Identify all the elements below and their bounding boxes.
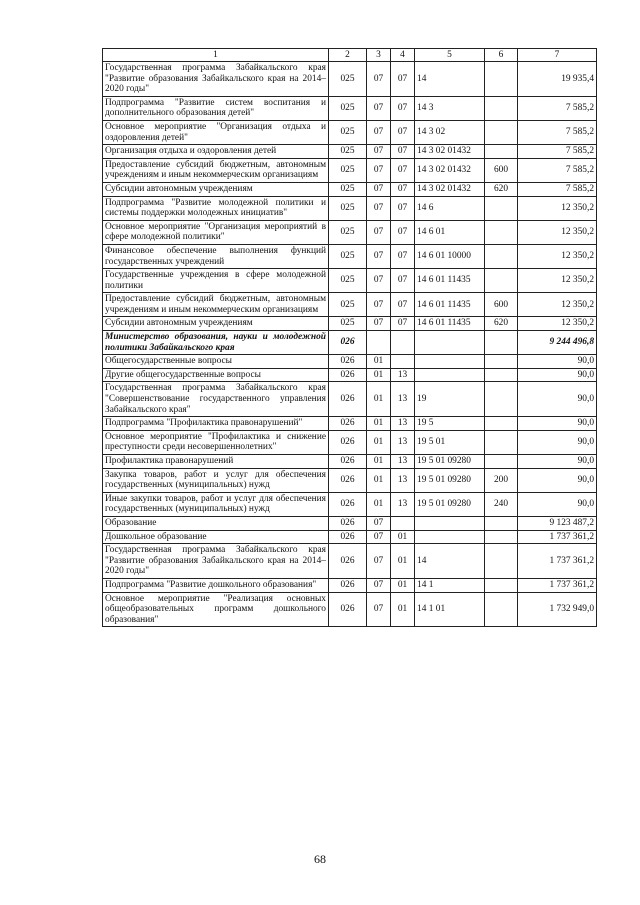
- cell-amount: 12 350,2: [518, 196, 597, 220]
- cell-admin-code: 025: [329, 244, 367, 268]
- cell-section: 07: [367, 145, 391, 159]
- cell-subsection: [391, 355, 415, 369]
- table-row: [103, 269, 597, 293]
- cell-expense-type: [485, 269, 518, 293]
- cell-target-article: 14 6 01: [415, 220, 485, 244]
- cell-name: Подпрограмма "Развитие дошкольного образования": [103, 578, 329, 592]
- cell-admin-code: 025: [329, 120, 367, 144]
- header-col-6: 6: [485, 49, 518, 62]
- cell-section: 07: [367, 96, 391, 120]
- table-row: [103, 244, 597, 268]
- cell-target-article: 14: [415, 544, 485, 579]
- cell-name: Финансовое обеспечение выполнения функций государственных учреждений: [103, 244, 329, 268]
- cell-name: Предоставление субсидий бюджетным, автономным учреждениям и иным некоммерческим организациям: [103, 158, 329, 182]
- cell-expense-type: 240: [485, 492, 518, 516]
- cell-subsection: [391, 331, 415, 355]
- cell-expense-type: [485, 430, 518, 454]
- cell-section: 07: [367, 516, 391, 530]
- table-row: [103, 530, 597, 544]
- cell-expense-type: [485, 516, 518, 530]
- cell-expense-type: [485, 368, 518, 382]
- cell-section: 07: [367, 244, 391, 268]
- cell-name: Подпрограмма "Профилактика правонарушений": [103, 417, 329, 431]
- cell-section: 07: [367, 158, 391, 182]
- cell-amount: 90,0: [518, 492, 597, 516]
- cell-section: 07: [367, 120, 391, 144]
- cell-expense-type: [485, 96, 518, 120]
- cell-target-article: [415, 516, 485, 530]
- cell-admin-code: 025: [329, 96, 367, 120]
- cell-section: 07: [367, 530, 391, 544]
- cell-subsection: 01: [391, 578, 415, 592]
- cell-target-article: 14 3 02 01432: [415, 158, 485, 182]
- cell-target-article: 14 6: [415, 196, 485, 220]
- cell-amount: 1 737 361,2: [518, 530, 597, 544]
- cell-target-article: [415, 368, 485, 382]
- table-row: [103, 468, 597, 492]
- cell-target-article: 19: [415, 382, 485, 417]
- table-row: [103, 182, 597, 196]
- cell-section: 01: [367, 468, 391, 492]
- cell-subsection: 13: [391, 455, 415, 469]
- cell-name: Организация отдыха и оздоровления детей: [103, 145, 329, 159]
- cell-expense-type: [485, 355, 518, 369]
- cell-amount: 12 350,2: [518, 293, 597, 317]
- cell-name: Закупка товаров, работ и услуг для обеспечения государственных (муниципальных) нужд: [103, 468, 329, 492]
- cell-target-article: 19 5 01 09280: [415, 455, 485, 469]
- header-col-5: 5: [415, 49, 485, 62]
- cell-expense-type: [485, 331, 518, 355]
- cell-section: 07: [367, 182, 391, 196]
- cell-admin-code: 026: [329, 530, 367, 544]
- cell-amount: 9 123 487,2: [518, 516, 597, 530]
- cell-amount: 1 737 361,2: [518, 544, 597, 579]
- cell-name: Общегосударственные вопросы: [103, 355, 329, 369]
- cell-subsection: 07: [391, 182, 415, 196]
- cell-section: 07: [367, 220, 391, 244]
- table-row: [103, 417, 597, 431]
- cell-admin-code: 025: [329, 62, 367, 97]
- table-row: [103, 158, 597, 182]
- cell-admin-code: 025: [329, 145, 367, 159]
- table-row: [103, 317, 597, 331]
- cell-subsection: 13: [391, 492, 415, 516]
- table-row: [103, 492, 597, 516]
- table-row: [103, 544, 597, 579]
- cell-subsection: 13: [391, 430, 415, 454]
- cell-admin-code: 025: [329, 196, 367, 220]
- cell-subsection: 07: [391, 158, 415, 182]
- cell-subsection: 07: [391, 269, 415, 293]
- cell-name: Подпрограмма "Развитие систем воспитания и дополнительного образования детей": [103, 96, 329, 120]
- cell-expense-type: [485, 220, 518, 244]
- cell-section: 01: [367, 355, 391, 369]
- cell-expense-type: [485, 544, 518, 579]
- cell-amount: 12 350,2: [518, 269, 597, 293]
- cell-expense-type: 600: [485, 158, 518, 182]
- cell-subsection: 07: [391, 145, 415, 159]
- cell-amount: 12 350,2: [518, 244, 597, 268]
- table-row: [103, 62, 597, 97]
- table-row: [103, 382, 597, 417]
- cell-section: 07: [367, 592, 391, 627]
- cell-subsection: 07: [391, 220, 415, 244]
- header-col-2: 2: [329, 49, 367, 62]
- cell-admin-code: 025: [329, 293, 367, 317]
- cell-admin-code: 026: [329, 578, 367, 592]
- cell-target-article: 14 6 01 11435: [415, 269, 485, 293]
- cell-subsection: 13: [391, 382, 415, 417]
- cell-admin-code: 026: [329, 492, 367, 516]
- header-col-4: 4: [391, 49, 415, 62]
- cell-admin-code: 025: [329, 317, 367, 331]
- table-row: [103, 430, 597, 454]
- cell-name: Субсидии автономным учреждениям: [103, 317, 329, 331]
- cell-target-article: [415, 355, 485, 369]
- cell-expense-type: 200: [485, 468, 518, 492]
- cell-section: 01: [367, 430, 391, 454]
- cell-subsection: [391, 516, 415, 530]
- cell-name: Государственная программа Забайкальского края "Развитие образования Забайкальского края на 2014–2020 годы": [103, 62, 329, 97]
- cell-target-article: 19 5 01: [415, 430, 485, 454]
- cell-section: 01: [367, 455, 391, 469]
- cell-subsection: 07: [391, 196, 415, 220]
- cell-section: 07: [367, 544, 391, 579]
- cell-amount: 7 585,2: [518, 145, 597, 159]
- header-col-1: 1: [103, 49, 329, 62]
- header-row: [103, 49, 597, 62]
- cell-section: 07: [367, 293, 391, 317]
- budget-table-container: [102, 48, 596, 627]
- cell-expense-type: [485, 145, 518, 159]
- cell-amount: 12 350,2: [518, 220, 597, 244]
- cell-section: 01: [367, 417, 391, 431]
- table-row: [103, 96, 597, 120]
- cell-expense-type: [485, 417, 518, 431]
- cell-section: 07: [367, 578, 391, 592]
- cell-section: 07: [367, 62, 391, 97]
- cell-amount: 1 732 949,0: [518, 592, 597, 627]
- cell-subsection: 01: [391, 544, 415, 579]
- cell-admin-code: 025: [329, 158, 367, 182]
- cell-target-article: 14 6 01 11435: [415, 317, 485, 331]
- cell-expense-type: [485, 120, 518, 144]
- cell-amount: 12 350,2: [518, 317, 597, 331]
- cell-admin-code: 026: [329, 468, 367, 492]
- cell-amount: 7 585,2: [518, 158, 597, 182]
- cell-amount: 90,0: [518, 382, 597, 417]
- table-row: [103, 592, 597, 627]
- cell-name: Государственная программа Забайкальского края "Совершенствование государственного управления Забайкальского края": [103, 382, 329, 417]
- cell-amount: 19 935,4: [518, 62, 597, 97]
- cell-subsection: 07: [391, 62, 415, 97]
- cell-target-article: 19 5 01 09280: [415, 492, 485, 516]
- cell-amount: 90,0: [518, 468, 597, 492]
- cell-name: Основное мероприятие "Реализация основных общеобразовательных программ дошкольного образования": [103, 592, 329, 627]
- table-body: [103, 62, 597, 627]
- cell-name: Дошкольное образование: [103, 530, 329, 544]
- cell-name: Основное мероприятие "Организация отдыха и оздоровления детей": [103, 120, 329, 144]
- cell-amount: 7 585,2: [518, 96, 597, 120]
- cell-target-article: [415, 530, 485, 544]
- header-col-7: 7: [518, 49, 597, 62]
- cell-name: Государственные учреждения в сфере молодежной политики: [103, 269, 329, 293]
- cell-section: 01: [367, 382, 391, 417]
- cell-subsection: 07: [391, 244, 415, 268]
- cell-amount: 90,0: [518, 368, 597, 382]
- cell-name: Подпрограмма "Развитие молодежной политики и системы поддержки молодежных инициатив": [103, 196, 329, 220]
- cell-subsection: 13: [391, 417, 415, 431]
- cell-target-article: 14 3 02 01432: [415, 145, 485, 159]
- cell-section: 07: [367, 317, 391, 331]
- cell-name: Министерство образования, науки и молодежной политики Забайкальского края: [103, 331, 329, 355]
- cell-name: Профилактика правонарушений: [103, 455, 329, 469]
- cell-expense-type: [485, 592, 518, 627]
- cell-section: 01: [367, 492, 391, 516]
- cell-target-article: [415, 331, 485, 355]
- cell-target-article: 14 3 02: [415, 120, 485, 144]
- cell-section: [367, 331, 391, 355]
- cell-subsection: 01: [391, 592, 415, 627]
- cell-target-article: 14 3 02 01432: [415, 182, 485, 196]
- cell-section: 07: [367, 269, 391, 293]
- cell-name: Предоставление субсидий бюджетным, автономным учреждениям и иным некоммерческим организациям: [103, 293, 329, 317]
- table-row: [103, 145, 597, 159]
- cell-admin-code: 026: [329, 430, 367, 454]
- cell-target-article: 14 1: [415, 578, 485, 592]
- cell-expense-type: 620: [485, 182, 518, 196]
- header-col-3: 3: [367, 49, 391, 62]
- table-row: [103, 516, 597, 530]
- cell-expense-type: [485, 530, 518, 544]
- cell-admin-code: 026: [329, 417, 367, 431]
- page-number: 68: [314, 852, 326, 866]
- cell-section: 01: [367, 368, 391, 382]
- cell-name: Основное мероприятие "Организация мероприятий в сфере молодежной политики": [103, 220, 329, 244]
- table-row: [103, 368, 597, 382]
- cell-amount: 7 585,2: [518, 182, 597, 196]
- cell-subsection: 07: [391, 293, 415, 317]
- cell-admin-code: 026: [329, 368, 367, 382]
- cell-target-article: 14 6 01 10000: [415, 244, 485, 268]
- cell-name: Образование: [103, 516, 329, 530]
- cell-name: Государственная программа Забайкальского края "Развитие образования Забайкальского края на 2014–2020 годы": [103, 544, 329, 579]
- table-row: [103, 578, 597, 592]
- cell-admin-code: 026: [329, 592, 367, 627]
- cell-admin-code: 025: [329, 269, 367, 293]
- cell-subsection: 07: [391, 120, 415, 144]
- cell-expense-type: [485, 244, 518, 268]
- cell-target-article: 14 1 01: [415, 592, 485, 627]
- cell-admin-code: 026: [329, 516, 367, 530]
- table-row: [103, 455, 597, 469]
- cell-admin-code: 026: [329, 455, 367, 469]
- cell-expense-type: 620: [485, 317, 518, 331]
- table-row: [103, 293, 597, 317]
- cell-subsection: 07: [391, 96, 415, 120]
- cell-name: Субсидии автономным учреждениям: [103, 182, 329, 196]
- cell-amount: 1 737 361,2: [518, 578, 597, 592]
- cell-target-article: 14: [415, 62, 485, 97]
- cell-expense-type: [485, 382, 518, 417]
- cell-expense-type: [485, 578, 518, 592]
- cell-admin-code: 025: [329, 182, 367, 196]
- table-row: [103, 220, 597, 244]
- table-row: [103, 196, 597, 220]
- cell-amount: 90,0: [518, 430, 597, 454]
- cell-target-article: 14 6 01 11435: [415, 293, 485, 317]
- cell-amount: 90,0: [518, 355, 597, 369]
- budget-table: [102, 48, 597, 627]
- cell-admin-code: 026: [329, 355, 367, 369]
- cell-target-article: 19 5 01 09280: [415, 468, 485, 492]
- cell-expense-type: [485, 62, 518, 97]
- cell-amount: 9 244 496,8: [518, 331, 597, 355]
- cell-subsection: 07: [391, 317, 415, 331]
- cell-section: 07: [367, 196, 391, 220]
- cell-expense-type: [485, 196, 518, 220]
- cell-amount: 90,0: [518, 455, 597, 469]
- cell-name: Иные закупки товаров, работ и услуг для обеспечения государственных (муниципальных) нужд: [103, 492, 329, 516]
- cell-admin-code: 026: [329, 544, 367, 579]
- cell-subsection: 13: [391, 368, 415, 382]
- table-row: [103, 120, 597, 144]
- cell-target-article: 14 3: [415, 96, 485, 120]
- cell-amount: 90,0: [518, 417, 597, 431]
- table-row: [103, 331, 597, 355]
- cell-expense-type: [485, 455, 518, 469]
- cell-admin-code: 026: [329, 382, 367, 417]
- cell-target-article: 19 5: [415, 417, 485, 431]
- cell-admin-code: 025: [329, 220, 367, 244]
- cell-admin-code: 026: [329, 331, 367, 355]
- table-row: [103, 355, 597, 369]
- cell-name: Основное мероприятие "Профилактика и снижение преступности среди несовершеннолетних": [103, 430, 329, 454]
- cell-expense-type: 600: [485, 293, 518, 317]
- cell-subsection: 13: [391, 468, 415, 492]
- cell-name: Другие общегосударственные вопросы: [103, 368, 329, 382]
- cell-amount: 7 585,2: [518, 120, 597, 144]
- cell-subsection: 01: [391, 530, 415, 544]
